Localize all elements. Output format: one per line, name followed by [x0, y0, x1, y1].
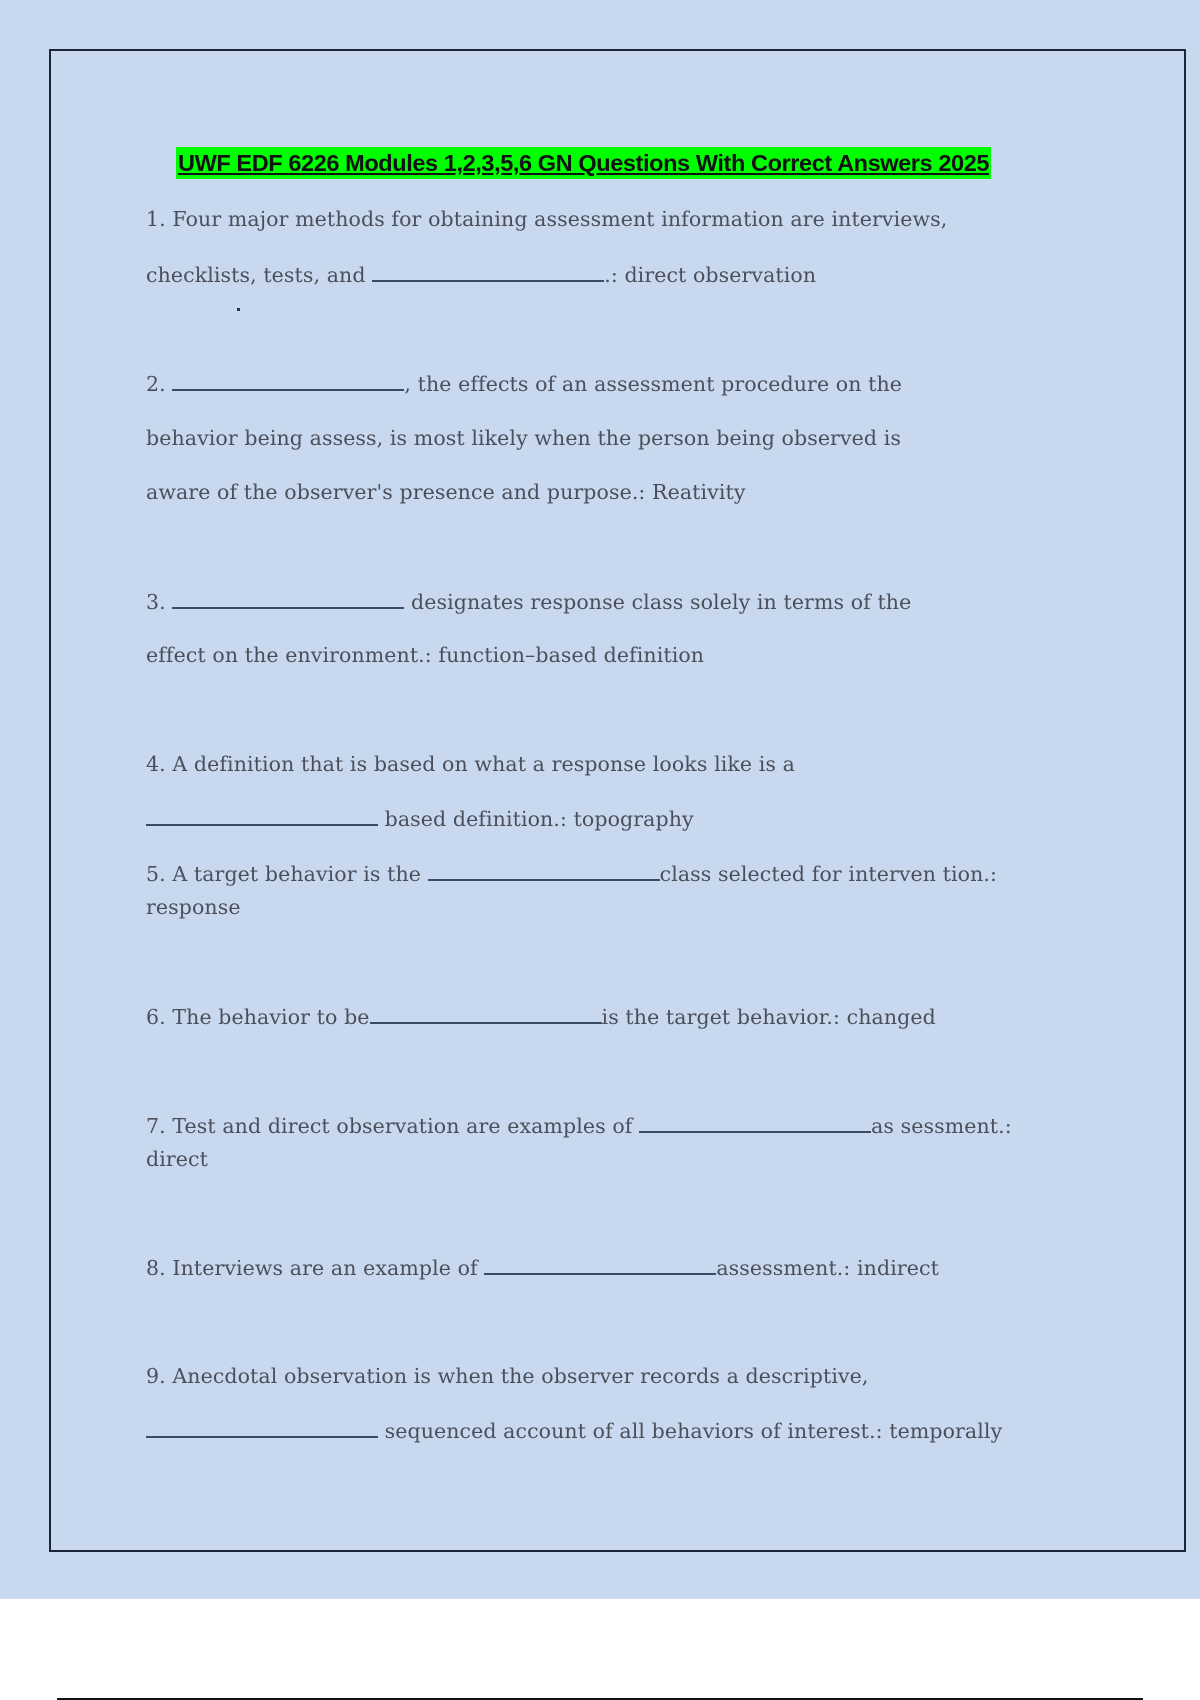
answer-blank — [172, 589, 404, 609]
question-1-text-before: checklists, tests, and — [146, 263, 373, 287]
answer-blank — [370, 1004, 602, 1024]
question-2-line-2: behavior being assess, is most likely when the person being observed is — [146, 426, 901, 450]
question-1-line-2 — [146, 262, 816, 287]
answer-blank — [372, 262, 604, 282]
answer-blank — [484, 1255, 716, 1275]
question-2-line-3: aware of the observer's presence and purpose.: Reativity — [146, 480, 746, 504]
answer-blank — [146, 1418, 378, 1438]
question-8-text-after: assessment.: indirect — [716, 1256, 939, 1280]
question-3-text: designates response class solely in terms of the — [404, 590, 912, 614]
question-8-line-1 — [146, 1255, 939, 1280]
question-5-text-before: 5. A target behavior is the — [146, 862, 428, 886]
question-3-line-1 — [146, 589, 911, 614]
question-6-line-1 — [146, 1004, 936, 1029]
question-5-line-1 — [146, 861, 997, 886]
question-3-line-2: effect on the environment.: function–based definition — [146, 643, 705, 667]
answer-blank — [146, 806, 378, 826]
question-7-line-1 — [146, 1113, 1012, 1138]
question-9-line-1: 9. Anecdotal observation is when the observer records a descriptive, — [146, 1364, 869, 1388]
question-6-text-after: is the target behavior.: changed — [601, 1005, 936, 1029]
question-8-text-before: 8. Interviews are an example of — [146, 1256, 485, 1280]
question-7-text-after: as sessment.: — [871, 1114, 1012, 1138]
stray-dot — [237, 308, 240, 311]
question-9-answer: sequenced account of all behaviors of interest.: temporally — [378, 1419, 1003, 1443]
answer-blank — [639, 1113, 871, 1133]
document-title: UWF EDF 6226 Modules 1,2,3,5,6 GN Questions With Correct Answers 2025 — [176, 147, 991, 179]
question-1-line-1: 1. Four major methods for obtaining assessment information are interviews, — [146, 207, 948, 231]
question-3-number: 3. — [146, 590, 173, 614]
question-4-line-2 — [146, 806, 694, 831]
question-2-number: 2. — [146, 372, 173, 396]
question-2-text: , the effects of an assessment procedure on the — [404, 372, 903, 396]
question-4-answer: based definition.: topography — [378, 807, 694, 831]
question-9-line-2 — [146, 1418, 1002, 1443]
question-7-line-2: direct — [146, 1147, 208, 1171]
question-7-text-before: 7. Test and direct observation are examples of — [146, 1114, 640, 1138]
answer-blank — [428, 861, 660, 881]
question-5-line-2: response — [146, 895, 241, 919]
question-6-text-before: 6. The behavior to be — [146, 1005, 370, 1029]
question-1-answer: .: direct observation — [604, 263, 817, 287]
question-2-line-1 — [146, 371, 902, 396]
question-5-text-after: class selected for interven tion.: — [659, 862, 998, 886]
question-4-line-1: 4. A definition that is based on what a response looks like is a — [146, 752, 795, 776]
answer-blank — [172, 371, 404, 391]
